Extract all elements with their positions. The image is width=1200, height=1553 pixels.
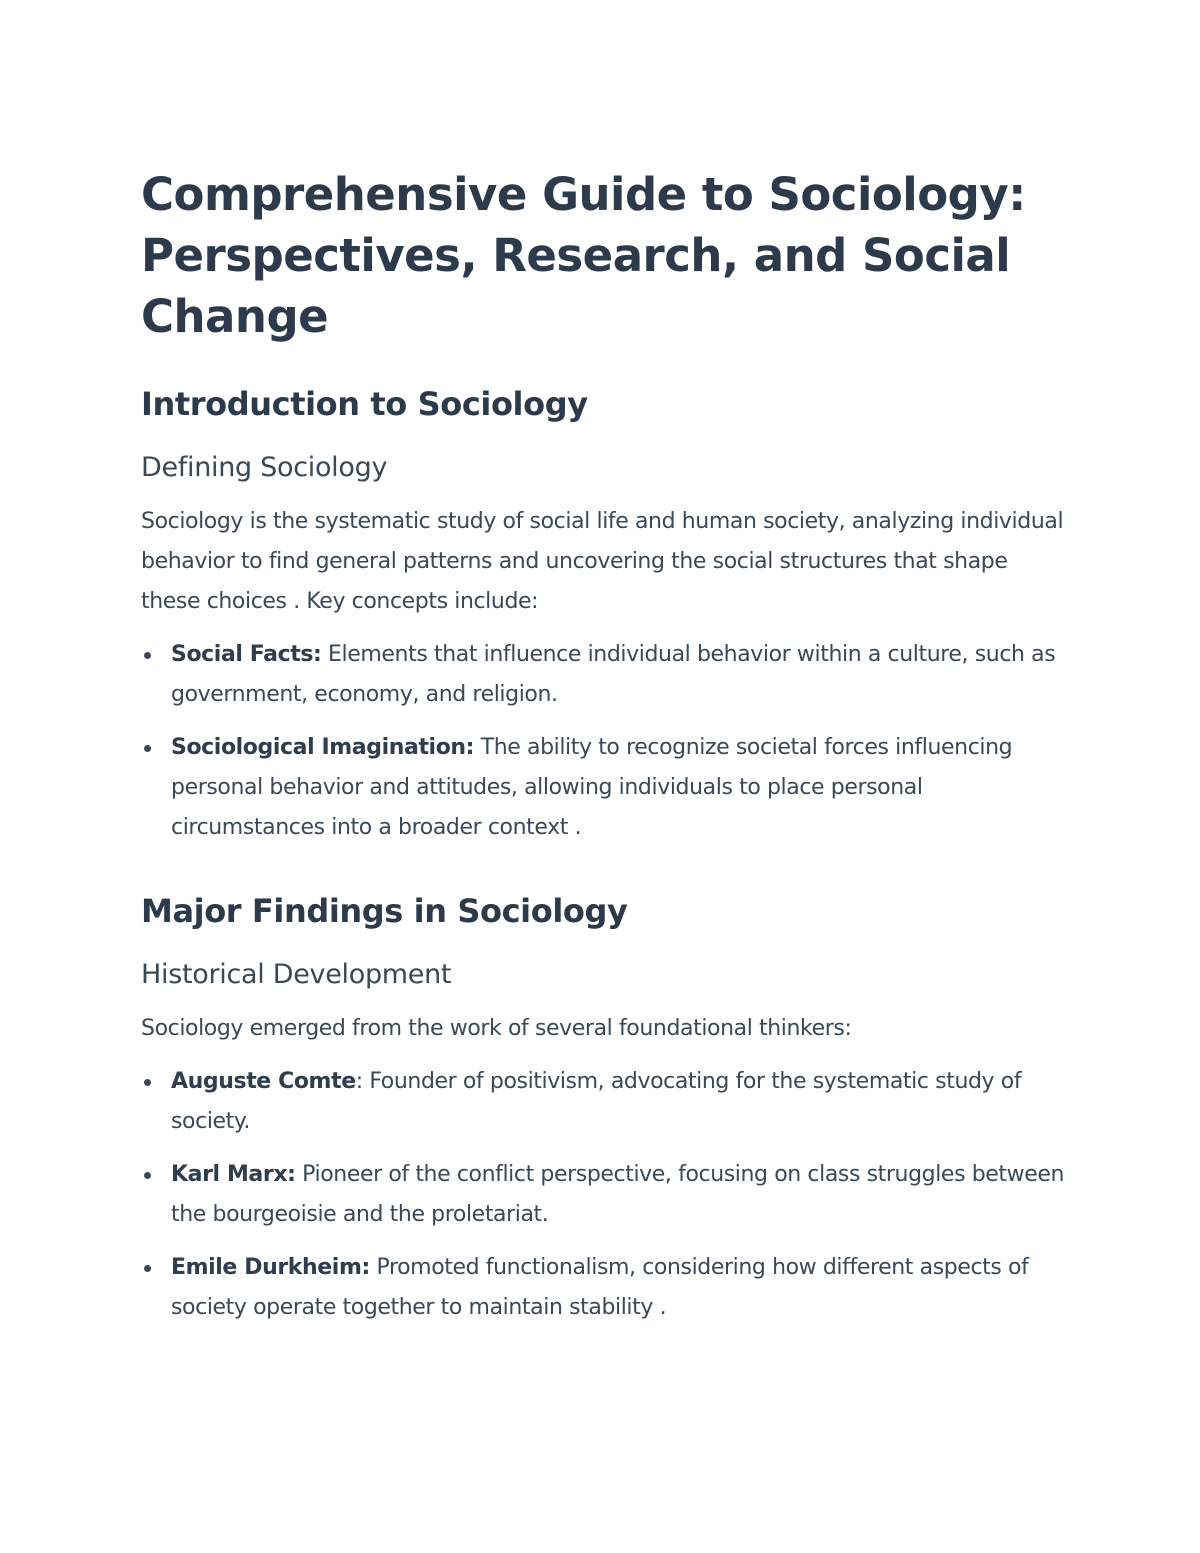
document-title: Comprehensive Guide to Sociology: Perspectives, Research, and Social Change: [141, 168, 1026, 343]
section-heading-introduction: Introduction to Sociology: [141, 385, 588, 423]
list-item-text: The ability to recognize societal forces influencing personal behavior and attitudes, allowing individuals to place personal circumstances into a broader context .: [171, 735, 1013, 840]
list-item: [141, 1062, 1071, 1142]
list-item: [141, 1248, 1071, 1328]
paragraph-historical-development: Sociology emerged from the work of several foundational thinkers:: [141, 1016, 852, 1041]
list-item-text: : Founder of positivism, advocating for the systematic study of society.: [171, 1069, 1022, 1134]
bullet-icon: [144, 1172, 151, 1179]
bullet-icon: [144, 652, 151, 659]
subheading-defining-sociology: Defining Sociology: [141, 452, 388, 483]
key-concepts-list: [141, 635, 1071, 848]
list-item-term: Auguste Comte: [171, 1069, 356, 1094]
bullet-icon: [144, 745, 151, 752]
section-heading-major-findings: Major Findings in Sociology: [141, 892, 628, 930]
list-item-term: Karl Marx:: [171, 1162, 296, 1187]
subheading-historical-development: Historical Development: [141, 959, 452, 990]
list-item-term: Emile Durkheim:: [171, 1255, 370, 1280]
document-page: [141, 164, 1071, 1328]
list-item-text: Promoted functionalism, considering how different aspects of society operate together to maintain stability .: [171, 1255, 1029, 1320]
list-item: [141, 728, 1071, 848]
list-item: [141, 635, 1071, 715]
list-item-text: Pioneer of the conflict perspective, focusing on class struggles between the bourgeoisie and the proletariat.: [171, 1162, 1065, 1227]
bullet-icon: [144, 1079, 151, 1086]
list-item-term: Social Facts:: [171, 642, 322, 667]
paragraph-defining-sociology: Sociology is the systematic study of social life and human society, analyzing individual behavior to find general patterns and uncovering the social structures that shape these choices . Key concepts include:: [141, 509, 1064, 614]
list-item: [141, 1155, 1071, 1235]
list-item-term: Sociological Imagination:: [171, 735, 475, 760]
foundational-thinkers-list: [141, 1062, 1071, 1328]
list-item-text: Elements that influence individual behavior within a culture, such as government, economy, and religion.: [171, 642, 1056, 707]
bullet-icon: [144, 1265, 151, 1272]
